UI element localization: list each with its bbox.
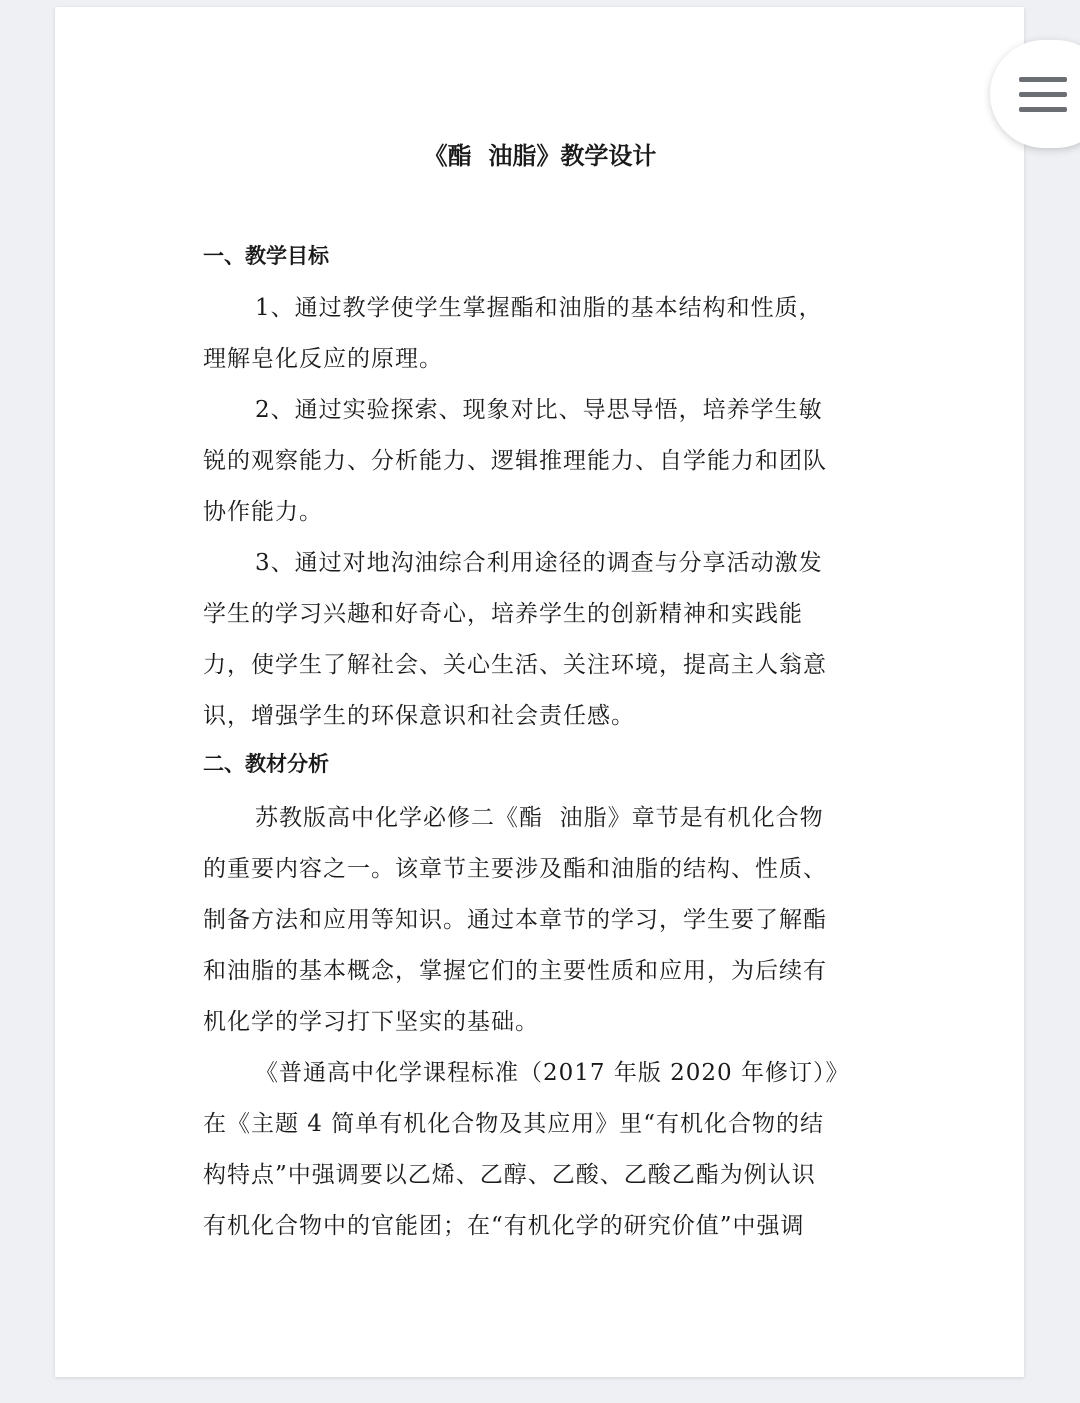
paragraph-line: 理解皂化反应的原理。: [203, 346, 443, 372]
paragraph-line: 有机化合物中的官能团；在“有机化学的研究价值”中强调: [203, 1213, 805, 1239]
paragraph-line: 机化学的学习打下坚实的基础。: [203, 1009, 539, 1035]
paragraph-line: 制备方法和应用等知识。通过本章节的学习，学生要了解酯: [203, 907, 827, 933]
paragraph-line: 协作能力。: [203, 499, 323, 525]
section-heading-teaching-goals: 一、教学目标: [203, 244, 329, 268]
paragraph-line: 构特点”中强调要以乙烯、乙醇、乙酸、乙酸乙酯为例认识: [203, 1162, 816, 1188]
paragraph-line: 《普通高中化学课程标准（2017 年版 2020 年修订）》: [255, 1060, 850, 1086]
paragraph-line: 2、通过实验探索、现象对比、导思导悟，培养学生敏: [255, 397, 823, 423]
paragraph-line: 力，使学生了解社会、关心生活、关注环境，提高主人翁意: [203, 652, 827, 678]
document-title: 《酯 油脂》教学设计: [423, 142, 657, 170]
paragraph-line: 苏教版高中化学必修二《酯 油脂》章节是有机化合物: [255, 805, 824, 831]
section-heading-textbook-analysis: 二、教材分析: [203, 752, 329, 776]
paragraph-line: 1、通过教学使学生掌握酯和油脂的基本结构和性质，: [255, 295, 823, 321]
paragraph-line: 学生的学习兴趣和好奇心，培养学生的创新精神和实践能: [203, 601, 803, 627]
paragraph-line: 锐的观察能力、分析能力、逻辑推理能力、自学能力和团队: [203, 448, 827, 474]
paragraph-line: 识，增强学生的环保意识和社会责任感。: [203, 703, 635, 729]
hamburger-menu-icon: [1019, 74, 1067, 114]
paragraph-line: 3、通过对地沟油综合利用途径的调查与分享活动激发: [255, 550, 823, 576]
paragraph-line: 在《主题 4 简单有机化合物及其应用》里“有机化合物的结: [203, 1111, 825, 1137]
paragraph-line: 和油脂的基本概念，掌握它们的主要性质和应用，为后续有: [203, 958, 827, 984]
paragraph-line: 的重要内容之一。该章节主要涉及酯和油脂的结构、性质、: [203, 856, 827, 882]
